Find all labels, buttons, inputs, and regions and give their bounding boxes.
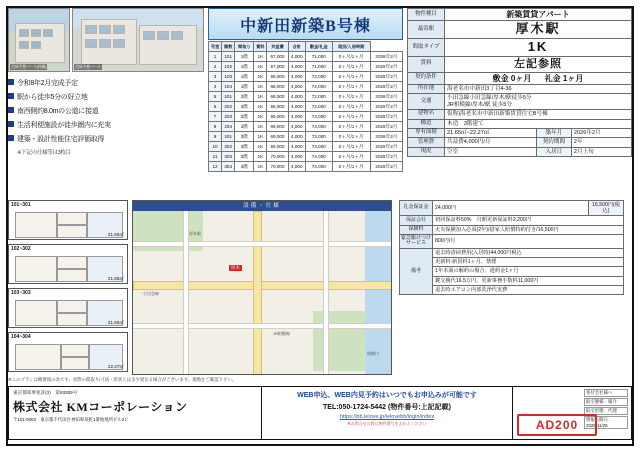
- table-row: [209, 72, 403, 82]
- table-cell: 1K: [254, 102, 267, 112]
- table-cell: 1K: [254, 152, 267, 162]
- floorplan-101-301: [8, 200, 128, 240]
- table-cell: 4,000: [288, 122, 306, 132]
- spec-value-rent: 左記参照: [445, 57, 632, 73]
- table-cell: 9: [209, 132, 222, 142]
- table-cell: 8: [209, 122, 222, 132]
- feature-bullets: [8, 78, 204, 196]
- deposit-value: 敷金 0ヶ月: [492, 73, 532, 83]
- table-cell: 1階: [235, 72, 254, 82]
- map-canvas[interactable]: [133, 211, 391, 374]
- table-cell: 69,000: [267, 142, 288, 152]
- bullet-item: 令和8年2月完成予定: [8, 78, 204, 88]
- detail-value-aircon: 退去時エアコン内部洗浄代実費: [433, 285, 624, 294]
- table-cell: 4,000: [288, 62, 306, 72]
- unit-table-header-row: [209, 42, 403, 52]
- map-road: [133, 323, 391, 329]
- company-name: 株式会社 KMコーポレーション: [13, 400, 188, 414]
- table-cell: 102: [222, 62, 235, 72]
- bullet-item: 生活利便施設が徒歩圏内に充実: [8, 120, 204, 130]
- table-cell: 74,000: [306, 162, 333, 172]
- table-cell: 0ヶ月/1ヶ月: [332, 62, 370, 72]
- table-cell: 72,000: [306, 102, 333, 112]
- map-pin-property[interactable]: 厚木: [231, 265, 240, 270]
- table-row: [209, 122, 403, 132]
- table-cell: 74,000: [306, 152, 333, 162]
- table-cell: 4,000: [288, 112, 306, 122]
- table-cell: 1階: [235, 52, 254, 62]
- table-cell: 70,000: [267, 162, 288, 172]
- table-cell: 104: [222, 82, 235, 92]
- table-cell: 4: [209, 82, 222, 92]
- table-row: [209, 52, 403, 62]
- spec-value-contract: [445, 72, 632, 84]
- table-cell: 302: [222, 142, 235, 152]
- table-row: [209, 142, 403, 152]
- table-cell: 2階: [235, 92, 254, 102]
- table-cell: 1K: [254, 72, 267, 82]
- spec-label-address: 所在地: [408, 84, 445, 93]
- spec-value-access: [445, 94, 632, 110]
- spec-label-contract: 契約条件: [408, 72, 445, 84]
- table-cell: 73,000: [306, 132, 333, 142]
- agent-block: [514, 387, 631, 439]
- photo-strip: [8, 8, 204, 72]
- unit-col-deposit: 現況/入居時期: [332, 42, 370, 52]
- spec-value-builtdate: 2026年2月: [571, 129, 631, 138]
- table-cell: 1K: [254, 142, 267, 152]
- table-cell: 3階: [235, 162, 254, 172]
- table-cell: 67,000: [267, 52, 288, 62]
- table-cell: 71,000: [306, 62, 333, 72]
- floorplan-area: 21.65㎡: [107, 232, 124, 237]
- table-cell: 12: [209, 162, 222, 172]
- detail-label-remarks: 備考: [400, 248, 433, 294]
- agent-row-keitai: 取引形態：代理: [584, 407, 628, 415]
- table-cell: 303: [222, 152, 235, 162]
- table-cell: 10: [209, 142, 222, 152]
- detail-value-penalty: 1年未満の解約の場合、違約金1ヶ月: [433, 267, 624, 276]
- company-address: 〒101-0003 東京都千代田区神田和泉町1番地地所ビル2Ｆ: [13, 417, 129, 422]
- spec-value-building: 仮称)海老名市中新田新築賃貸住宅B号棟: [445, 110, 632, 119]
- table-cell: 5: [209, 92, 222, 102]
- map-header: 設備・仕様: [133, 201, 391, 211]
- spec-label-rent: 賃料: [408, 57, 445, 73]
- map-road: [133, 241, 391, 247]
- table-cell: 0ヶ月/1ヶ月: [332, 92, 370, 102]
- table-row: [209, 102, 403, 112]
- table-cell: 0ヶ月/1ヶ月: [332, 152, 370, 162]
- bullet-square-icon: [8, 79, 14, 85]
- floorplan-102-302: [8, 244, 128, 284]
- table-cell: 1: [209, 52, 222, 62]
- table-cell: 1階: [235, 62, 254, 72]
- detail-label-guarantor: 保証会社: [400, 216, 433, 225]
- contact-block: [261, 387, 513, 439]
- table-cell: 0ヶ月/1ヶ月: [332, 132, 370, 142]
- table-cell: 1K: [254, 92, 267, 102]
- table-cell: 4,000: [288, 72, 306, 82]
- photo-caption-2: 完成予想パース: [75, 64, 101, 69]
- detail-label-deposit: 礼金保証金: [400, 201, 433, 216]
- table-cell: 2026年2月: [370, 62, 402, 72]
- table-cell: 2026年2月: [370, 72, 402, 82]
- floorplan-area: 22.27㎡: [107, 364, 124, 369]
- table-cell: 4,000: [288, 92, 306, 102]
- floorplan-rooms: [15, 342, 123, 370]
- table-cell: 4,000: [288, 142, 306, 152]
- photo-caption-1: 完成予想パース(外観): [11, 64, 47, 69]
- detail-label-emergency: 緊急駆けつけサービス: [401, 234, 432, 247]
- map-label-odakyu: 小田急線: [143, 291, 159, 296]
- floorplan-rooms: [15, 298, 123, 326]
- map-label-river: 相模川: [367, 351, 379, 356]
- table-row: [209, 62, 403, 72]
- detail-label-insurance: 保険料: [400, 225, 433, 234]
- spec-label-area: 専有面積: [408, 129, 445, 138]
- map-road: [323, 211, 329, 375]
- table-cell: 7: [209, 112, 222, 122]
- table-cell: 0ヶ月/1ヶ月: [332, 142, 370, 152]
- detail-sub-deposit: 16,500円(税込): [589, 201, 624, 216]
- table-cell: 72,000: [306, 72, 333, 82]
- table-cell: 202: [222, 102, 235, 112]
- table-row: [209, 82, 403, 92]
- table-cell: 1階: [235, 82, 254, 92]
- table-cell: 301: [222, 132, 235, 142]
- spec-value-status: 空室: [445, 147, 537, 156]
- web-application-note: WEB申込、WEB内見予約はいつでもお申込みが可能です: [297, 392, 477, 399]
- spec-label-station: 最寄駅: [408, 21, 445, 39]
- spec-value-area: 21.65㎡~22.27㎡: [445, 129, 537, 138]
- table-cell: 201: [222, 92, 235, 102]
- table-cell: 0ヶ月/1ヶ月: [332, 52, 370, 62]
- table-cell: 2026年2月: [370, 52, 402, 62]
- unit-col-rent: 共益費: [267, 42, 288, 52]
- table-row: [209, 152, 403, 162]
- unit-col-floor: 間取り: [235, 42, 254, 52]
- floorplan-rooms: [15, 210, 123, 238]
- property-spec-table: [407, 8, 632, 157]
- table-cell: 2026年2月: [370, 102, 402, 112]
- agent-row-date: 情報公開日：2025/11/25: [584, 416, 628, 429]
- table-cell: 73,000: [306, 142, 333, 152]
- table-cell: 304: [222, 162, 235, 172]
- table-cell: 2026年2月: [370, 92, 402, 102]
- table-cell: 203: [222, 112, 235, 122]
- spec-label-type: 物件種目: [408, 9, 445, 21]
- table-cell: 0ヶ月/1ヶ月: [332, 102, 370, 112]
- table-cell: 1K: [254, 122, 267, 132]
- table-row: [209, 162, 403, 172]
- spec-label-status: 現況: [408, 147, 445, 156]
- property-title: [208, 8, 403, 40]
- table-cell: 0ヶ月/1ヶ月: [332, 112, 370, 122]
- table-cell: 72,000: [306, 92, 333, 102]
- spec-label-movein: 入居日: [536, 147, 571, 156]
- table-row: [209, 112, 403, 122]
- spec-label-mgmtfee: 管理費: [408, 138, 445, 147]
- map-main-road: [253, 211, 262, 375]
- table-cell: 2: [209, 62, 222, 72]
- table-cell: 1K: [254, 132, 267, 142]
- map-label-jr: JR相模線: [273, 331, 290, 336]
- exterior-photo-1: [8, 8, 70, 72]
- property-title-text: 中新田新築B号棟: [240, 17, 371, 35]
- spec-value-station: 厚木駅: [445, 21, 632, 39]
- unit-col-total: 敷金/礼金: [306, 42, 333, 52]
- floorplan-area: 21.65㎡: [107, 320, 124, 325]
- map-main-road: [133, 281, 392, 290]
- table-row: [209, 92, 403, 102]
- table-cell: 2026年2月: [370, 142, 402, 152]
- top-section: [8, 8, 632, 198]
- table-cell: 69,000: [267, 112, 288, 122]
- bullet-item: 駅から徒歩5分の好立地: [8, 92, 204, 102]
- floorplan-label: 103~303: [11, 290, 31, 296]
- exterior-photo-2: [72, 8, 204, 72]
- unit-col-no: 号室: [209, 42, 222, 52]
- table-cell: 70,000: [267, 152, 288, 162]
- table-row: [209, 132, 403, 142]
- table-cell: 4,000: [288, 52, 306, 62]
- table-cell: 67,000: [267, 62, 288, 72]
- table-cell: 4,000: [288, 82, 306, 92]
- unit-col-fee: 合計: [288, 42, 306, 52]
- table-cell: 2026年2月: [370, 152, 402, 162]
- table-cell: 69,000: [267, 122, 288, 132]
- table-cell: 68,000: [267, 102, 288, 112]
- table-cell: 2階: [235, 102, 254, 112]
- table-cell: 0ヶ月/1ヶ月: [332, 162, 370, 172]
- contact-url[interactable]: https://bb.ielove.jp/ielovebb/login/index: [339, 414, 435, 420]
- table-cell: 3階: [235, 152, 254, 162]
- spec-value-address: 海老名市中新田3丁目4-36: [445, 84, 632, 93]
- table-cell: 1K: [254, 52, 267, 62]
- unit-col-room: 階数: [222, 42, 235, 52]
- spec-value-type: 新築賃貸アパート: [445, 9, 632, 21]
- floorplan-map-section: [8, 200, 392, 375]
- unit-col-layout: 賃料: [254, 42, 267, 52]
- bullet-square-icon: [8, 135, 14, 141]
- spec-value-mgmtfee: 共益費4,000円/月: [445, 138, 537, 147]
- spec-value-structure: 木造 3階建て: [445, 119, 632, 128]
- table-cell: 0ヶ月/1ヶ月: [332, 72, 370, 82]
- unit-price-table: [208, 41, 403, 172]
- access-line-1: 小田急線小田急線/厚木/駅徒歩5分: [447, 95, 532, 102]
- spec-label-builtdate: 築年月: [536, 129, 571, 138]
- table-cell: 73,000: [306, 122, 333, 132]
- floorplan-label: 102~302: [11, 246, 31, 252]
- detail-value-keyfee: 鍵交換代16.5万円、更新事務手数料11,000円: [433, 276, 624, 285]
- table-cell: 204: [222, 122, 235, 132]
- table-cell: 2階: [235, 112, 254, 122]
- keymoney-value: 礼金 1ヶ月: [544, 73, 584, 83]
- table-cell: 72,000: [306, 82, 333, 92]
- table-cell: 2026年2月: [370, 132, 402, 142]
- floorplan-103-303: [8, 288, 128, 328]
- floorplan-rooms: [15, 254, 123, 282]
- access-line-2: JR相模線/厚木/駅 徒歩5分: [447, 101, 512, 108]
- bullet-square-icon: [8, 93, 14, 99]
- location-map[interactable]: [132, 200, 392, 375]
- spec-value-layout: 1K: [445, 39, 632, 57]
- table-cell: 11: [209, 152, 222, 162]
- table-cell: 1K: [254, 62, 267, 72]
- table-cell: 68,000: [267, 82, 288, 92]
- spec-label-building: 建物名: [408, 110, 445, 119]
- table-cell: 3: [209, 72, 222, 82]
- spec-value-term: 2年: [571, 138, 631, 147]
- bullet-item: 南西側約8.0mの公道に接道: [8, 106, 204, 116]
- table-cell: 2026年2月: [370, 162, 402, 172]
- company-license: 東京都知事免許(3) 第93309号: [13, 390, 78, 395]
- table-cell: 1K: [254, 112, 267, 122]
- ad-badge: AD200: [517, 414, 597, 436]
- table-cell: 2026年2月: [370, 112, 402, 122]
- spec-label-access: 交通: [408, 94, 445, 110]
- table-cell: 68,000: [267, 92, 288, 102]
- floorplan-disclaimer: ※このプランは概要図の為です。実際の間取り/寸法・形状とは多少異なる場合がございます。現地をご確認下さい。: [8, 377, 237, 382]
- table-cell: 6: [209, 102, 222, 112]
- company-info: [9, 387, 259, 439]
- detail-value-guarantor: 初回保証料50% 月額更新保証料2,200円: [433, 216, 624, 225]
- conditions-table: [399, 200, 624, 295]
- bullet-note: ※下記の仕様等は3枚目: [17, 150, 71, 156]
- table-cell: 2026年2月: [370, 122, 402, 132]
- table-cell: 2階: [235, 122, 254, 132]
- bullet-item: 建築・設計性能住宅評価取得: [8, 134, 204, 144]
- map-label-station: 厚木駅: [189, 231, 201, 236]
- detail-value-deposit: 24,000円: [433, 201, 589, 216]
- detail-value-renewal: 更新料:新賃料1ヶ月、禁煙: [433, 258, 624, 267]
- floorplan-area: 21.65㎡: [107, 276, 124, 281]
- table-cell: 3階: [235, 142, 254, 152]
- bullet-square-icon: [8, 121, 14, 127]
- spec-label-layout: 間取タイプ: [408, 39, 445, 57]
- table-cell: 69,000: [267, 132, 288, 142]
- floorplan-label: 104~304: [11, 334, 31, 340]
- table-cell: 73,000: [306, 112, 333, 122]
- table-cell: 4,000: [288, 162, 306, 172]
- company-footer: [8, 386, 632, 440]
- table-cell: 1K: [254, 82, 267, 92]
- table-cell: 4,000: [288, 132, 306, 142]
- table-cell: 2026年2月: [370, 82, 402, 92]
- table-cell: 4,000: [288, 102, 306, 112]
- spec-label-structure: 構造: [408, 119, 445, 128]
- detail-value-cleaning: 退去時清掃費用(入居時)44,000円税込: [433, 248, 624, 257]
- table-cell: 101: [222, 52, 235, 62]
- contact-phone[interactable]: TEL:050-1724-5442 (物件番号:上記記載): [323, 404, 451, 411]
- bullet-square-icon: [8, 107, 14, 113]
- table-cell: 4,000: [288, 152, 306, 162]
- contact-note: ※お問合せの際は物件番号をお伝えください: [347, 421, 427, 426]
- table-cell: 0ヶ月/1ヶ月: [332, 122, 370, 132]
- table-cell: 68,000: [267, 72, 288, 82]
- agent-row-title: 客付会社様へ: [584, 389, 628, 397]
- floorplan-label: 101~301: [11, 202, 31, 208]
- table-cell: 3階: [235, 132, 254, 142]
- spec-label-term: 契約期間: [536, 138, 571, 147]
- detail-value-insurance: 火災保険加入必須(2年)/借家人賠償特約付き/16,500円: [433, 225, 624, 234]
- agent-row-torihiki: 取引態様：媒介: [584, 398, 628, 406]
- table-cell: 0ヶ月/1ヶ月: [332, 82, 370, 92]
- table-cell: 1K: [254, 162, 267, 172]
- table-cell: 71,000: [306, 52, 333, 62]
- detail-value-emergency: 800円/月: [433, 234, 624, 248]
- table-cell: 103: [222, 72, 235, 82]
- spec-value-movein: 2月上旬: [571, 147, 631, 156]
- floorplan-104-304: [8, 332, 128, 372]
